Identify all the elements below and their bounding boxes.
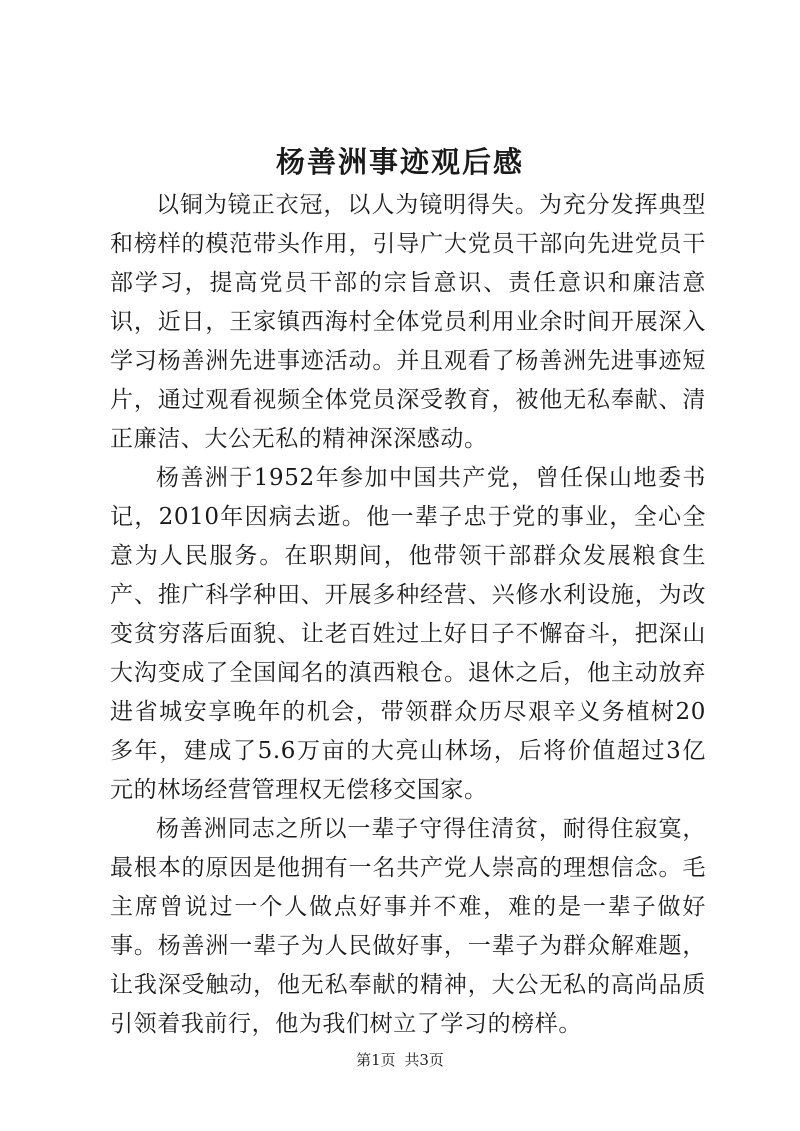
page-total: 共3页: [404, 1051, 444, 1069]
page-footer: [0, 1050, 800, 1070]
document-title: 杨善洲事迹观后感: [275, 145, 524, 179]
paragraph-1: 以铜为镜正衣冠，以人为镜明得失。为充分发挥典型和榜样的模范带头作用，引导广大党员干部向先进党员干部学习，提高党员干部的宗旨意识、责任意识和廉洁意识，近日，王家镇西海村全体党员利用业余时间开展深入学习杨善洲先进事迹活动。并且观看了杨善洲先进事迹短片，通过观看视频全体党员深受教育，被他无私奉献、清正廉洁、大公无私的精神深深感动。: [110, 192, 706, 452]
document-body: [110, 186, 706, 1044]
page-number: 第1页: [356, 1051, 396, 1069]
paragraph-3: 杨善洲同志之所以一辈子守得住清贫，耐得住寂寞，最根本的原因是他拥有一名共产党人崇高的理想信念。毛主席曾说过一个人做点好事并不难，难的是一辈子做好事。杨善洲一辈子为人民做好事，一辈子为群众解难题，让我深受触动，他无私奉献的精神，大公无私的高尚品质引领着我前行，他为我们树立了学习的榜样。: [110, 816, 706, 1037]
paragraph-2: 杨善洲于1952年参加中国共产党，曾任保山地委书记，2010年因病去逝。他一辈子忠于党的事业，全心全意为人民服务。在职期间，他带领干部群众发展粮食生产、推广科学种田、开展多种经营、兴修水利设施，为改变贫穷落后面貌、让老百姓过上好日子不懈奋斗，把深山大沟变成了全国闻名的滇西粮仓。退休之后，他主动放弃进省城安享晚年的机会，带领群众历尽艰辛义务植树20多年，建成了5.6万亩的大亮山林场，后将价值超过3亿元的林场经营管理权无偿移交国家。: [110, 465, 706, 803]
